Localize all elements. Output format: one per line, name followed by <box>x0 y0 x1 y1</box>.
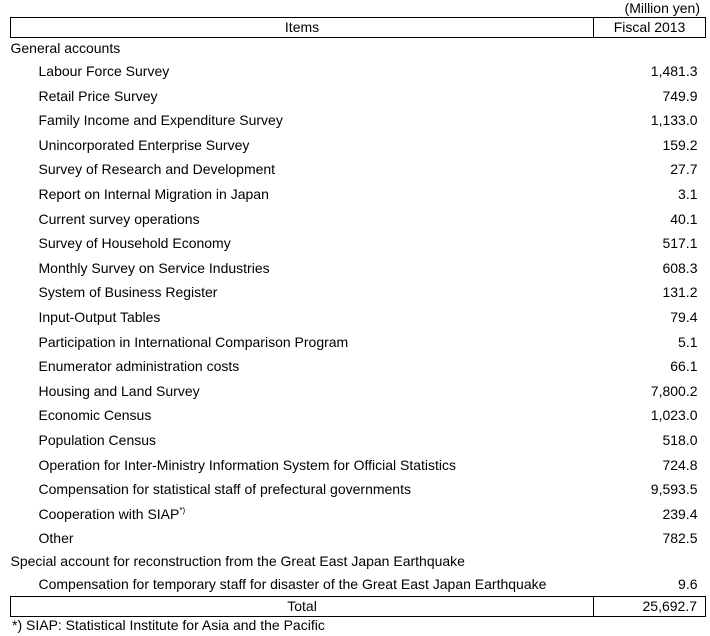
item-name-text: Economic Census <box>38 407 152 424</box>
item-name-text: Retail Price Survey <box>38 87 158 104</box>
budget-table <box>10 17 706 617</box>
item-value: 79.4 <box>670 308 698 325</box>
table-row <box>11 428 706 453</box>
item-name <box>11 207 594 232</box>
table-row <box>11 182 706 207</box>
item-value: 27.7 <box>670 161 698 178</box>
item-name-text: Report on Internal Migration in Japan <box>38 185 269 202</box>
item-name <box>11 256 594 281</box>
item-name-text: System of Business Register <box>38 284 218 301</box>
table-row <box>11 108 706 133</box>
item-value: 7,800.2 <box>650 382 698 399</box>
total-label: Total <box>11 597 594 617</box>
item-value: 131.2 <box>662 284 698 301</box>
item-value: 517.1 <box>662 235 698 252</box>
table-row <box>11 453 706 478</box>
table-row <box>11 354 706 379</box>
items-column-header: Items <box>11 18 594 38</box>
table-row <box>11 256 706 281</box>
general-accounts-rows <box>11 59 706 551</box>
item-name <box>11 157 594 182</box>
item-name <box>11 330 594 355</box>
table-row <box>11 502 706 527</box>
table-row <box>11 207 706 232</box>
item-name-text: Input-Output Tables <box>38 308 161 325</box>
item-name-text: Population Census <box>38 431 157 448</box>
item-name-text: Operation for Inter-Ministry Information System for Official Statistics <box>38 456 457 473</box>
table-row <box>11 305 706 330</box>
item-value: 239.4 <box>662 505 698 522</box>
item-name-text: Survey of Research and Development <box>38 161 276 178</box>
table-row <box>11 133 706 158</box>
item-name <box>11 502 594 527</box>
item-name-text: Cooperation with SIAP <box>38 505 180 522</box>
item-value: 159.2 <box>662 136 698 153</box>
item-name-text: Participation in International Comparison Program <box>38 333 349 350</box>
item-name-text: Family Income and Expenditure Survey <box>38 112 283 129</box>
section-label: General accounts <box>10 40 121 56</box>
item-value: 9,593.5 <box>650 481 698 498</box>
item-name-text: Housing and Land Survey <box>38 382 200 399</box>
item-value: 9.6 <box>678 575 698 592</box>
item-name-text: Monthly Survey on Service Industries <box>38 259 270 276</box>
table-row <box>11 280 706 305</box>
special-account-rows <box>11 572 706 597</box>
item-name <box>11 231 594 256</box>
item-name <box>11 526 594 551</box>
item-name <box>11 428 594 453</box>
item-name-text: Survey of Household Economy <box>38 235 231 252</box>
table-row <box>11 231 706 256</box>
section-general-accounts <box>11 38 706 60</box>
item-value: 5.1 <box>678 333 698 350</box>
table-header-row <box>11 18 706 38</box>
table-row <box>11 379 706 404</box>
table-row <box>11 84 706 109</box>
section-special-account <box>11 551 706 572</box>
item-name <box>11 453 594 478</box>
item-name-text: Enumerator administration costs <box>38 358 240 375</box>
item-value: 40.1 <box>670 210 698 227</box>
item-name <box>11 572 594 597</box>
table-row <box>11 157 706 182</box>
table-row <box>11 526 706 551</box>
item-value: 608.3 <box>662 259 698 276</box>
table-row <box>11 477 706 502</box>
item-name <box>11 403 594 428</box>
item-name-text: Compensation for temporary staff for disaster of the Great East Japan Earthquake <box>38 575 547 592</box>
unit-note: (Million yen) <box>624 0 700 16</box>
item-name-text: Labour Force Survey <box>38 63 170 79</box>
table-row <box>11 572 706 597</box>
item-name <box>11 280 594 305</box>
item-name <box>11 305 594 330</box>
item-value: 3.1 <box>678 185 698 202</box>
item-value: 518.0 <box>662 431 698 448</box>
item-name <box>11 477 594 502</box>
table-row <box>11 403 706 428</box>
item-name <box>11 108 594 133</box>
item-name <box>11 84 594 109</box>
item-value: 1,481.3 <box>650 63 698 79</box>
fiscal-column-header: Fiscal 2013 <box>594 18 706 38</box>
item-name-text: Unincorporated Enterprise Survey <box>38 136 250 153</box>
item-name-text: Current survey operations <box>38 210 200 227</box>
item-name <box>11 379 594 404</box>
item-value: 724.8 <box>662 456 698 473</box>
item-name-text: Compensation for statistical staff of prefectural governments <box>38 481 411 498</box>
item-value: 782.5 <box>662 530 698 547</box>
item-value: 1,023.0 <box>650 407 698 424</box>
item-name <box>11 59 594 84</box>
footnote-marker: *) <box>179 505 186 515</box>
total-row <box>11 597 706 617</box>
footnote: *) SIAP: Statistical Institute for Asia and the Pacific <box>12 617 325 633</box>
total-value: 25,692.7 <box>594 597 706 617</box>
table-row <box>11 59 706 84</box>
item-name <box>11 133 594 158</box>
item-name-text: Other <box>38 530 74 547</box>
section-label: Special account for reconstruction from the Great East Japan Earthquake <box>10 552 465 569</box>
item-value: 749.9 <box>662 87 698 104</box>
item-name <box>11 354 594 379</box>
item-value: 1,133.0 <box>650 112 698 129</box>
item-name <box>11 182 594 207</box>
item-value: 66.1 <box>670 358 698 375</box>
table-row <box>11 330 706 355</box>
